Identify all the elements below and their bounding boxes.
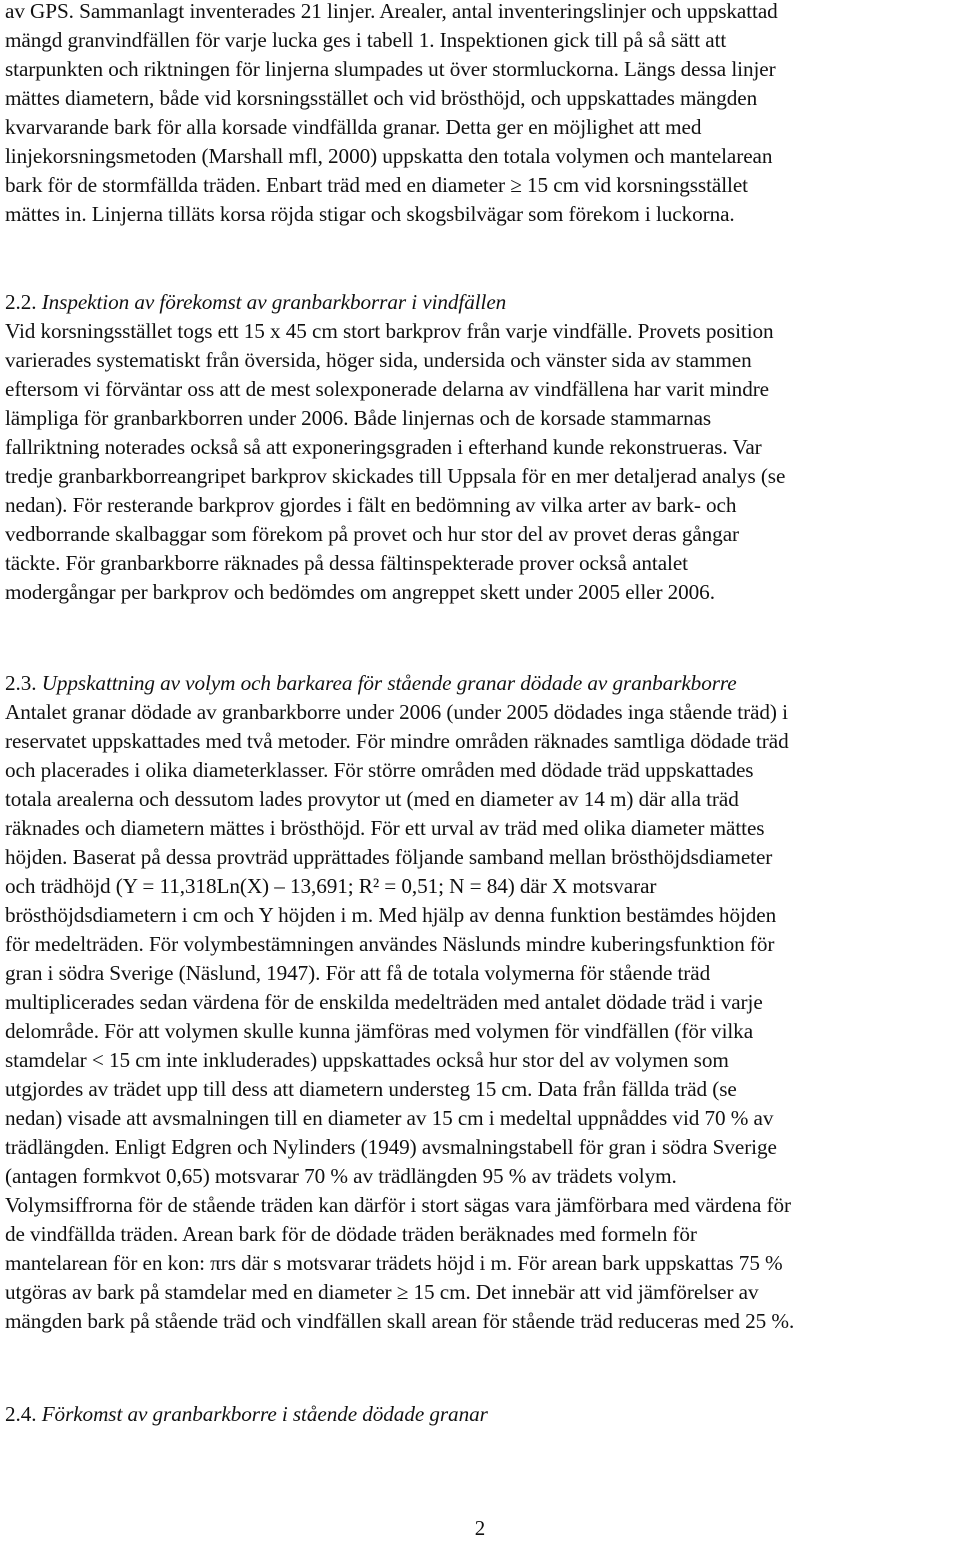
section-heading	[5, 288, 785, 317]
text-line: trädlängden. Enligt Edgren och Nylinders (1949) avsmalningstabell för gran i södra Sverige	[5, 1135, 777, 1159]
text-line: reservatet uppskattades med två metoder. För mindre områden räknades samtliga dödade träd	[5, 729, 789, 753]
text-line: Antalet granar dödade av granbarkborre under 2006 (under 2005 dödades inga stående träd) i	[5, 700, 788, 724]
text-line: och trädhöjd (Y = 11,318Ln(X) – 13,691; R² = 0,51; N = 84) där X motsvarar	[5, 874, 657, 898]
section-2-3	[5, 669, 794, 1336]
text-line: mängd granvindfällen för varje lucka ges i tabell 1. Inspektionen gick till på så sätt att	[5, 28, 727, 52]
text-line: räknades och diametern mättes i brösthöjd. För ett urval av träd med olika diameter mättes	[5, 816, 765, 840]
paragraph-intro	[5, 0, 778, 229]
text-line: och placerades i olika diameterklasser. För större områden med dödade träd uppskattades	[5, 758, 754, 782]
text-line: modergångar per barkprov och bedömdes om angreppet skett under 2005 eller 2006.	[5, 580, 715, 604]
text-line: av GPS. Sammanlagt inventerades 21 linjer. Arealer, antal inventeringslinjer och uppskattad	[5, 0, 778, 23]
text-line: gran i södra Sverige (Näslund, 1947). För att få de totala volymerna för stående träd	[5, 961, 711, 985]
section-heading	[5, 1400, 488, 1429]
text-line: mantelarean för en kon: πrs där s motsvarar trädets höjd i m. För arean bark uppskattas 75 %	[5, 1251, 783, 1275]
page-number: 2	[474, 1516, 486, 1540]
section-2-4	[5, 1400, 488, 1429]
text-line: mättes in. Linjerna tilläts korsa röjda stigar och skogsbilvägar som förekom i luckorna.	[5, 202, 735, 226]
text-line: fallriktning noterades också så att exponeringsgraden i efterhand kunde rekonstrueras. Var	[5, 435, 762, 459]
section-number: 2.2.	[5, 290, 42, 314]
text-line: tredje granbarkborreangripet barkprov skickades till Uppsala för en mer detaljerad analys (se	[5, 464, 786, 488]
text-line: de vindfällda träden. Arean bark för de dödade träden beräknades med formeln för	[5, 1222, 697, 1246]
text-line: starpunkten och riktningen för linjerna slumpades ut över stormluckorna. Längs dessa linjer	[5, 57, 776, 81]
text-line: linjekorsningsmetoden (Marshall mfl, 2000) uppskatta den totala volymen och mantelarean	[5, 144, 773, 168]
text-line: delområde. För att volymen skulle kunna jämföras med volymen för vindfällen (för vilka	[5, 1019, 754, 1043]
text-line: nedan). För resterande barkprov gjordes i fält en bedömning av vilka arter av bark- och	[5, 493, 737, 517]
section-title: Uppskattning av volym och barkarea för stående granar dödade av granbarkborre	[41, 671, 737, 695]
text-line: för medelträden. För volymbestämningen användes Näslunds mindre kuberingsfunktion för	[5, 932, 775, 956]
text-line: höjden. Baserat på dessa provträd upprättades följande samband mellan brösthöjdsdiameter	[5, 845, 773, 869]
text-line: eftersom vi förväntar oss att de mest solexponerade delarna av vindfällena har varit mindre	[5, 377, 770, 401]
text-line: nedan) visade att avsmalningen till en diameter av 15 cm i medeltal uppnåddes vid 70 % av	[5, 1106, 774, 1130]
text-line: stamdelar < 15 cm inte inkluderades) uppskattades också hur stor del av volymen som	[5, 1048, 729, 1072]
text-line: varierades systematiskt från översida, höger sida, undersida och vänster sida av stammen	[5, 348, 752, 372]
text-line: mängden bark på stående träd och vindfällen skall arean för stående träd reduceras med 25 %.	[5, 1309, 795, 1333]
text-line: Vid korsningsstället togs ett 15 x 45 cm stort barkprov från varje vindfälle. Provets position	[5, 319, 774, 343]
section-number: 2.3.	[5, 671, 42, 695]
text-line: multiplicerades sedan värdena för de enskilda medelträden med antalet dödade träd i varje	[5, 990, 763, 1014]
section-heading	[5, 669, 794, 698]
text-line: täckte. För granbarkborre räknades på dessa fältinspekterade prover också antalet	[5, 551, 688, 575]
section-title: Inspektion av förekomst av granbarkborrar i vindfällen	[41, 290, 507, 314]
text-line: Volymsiffrorna för de stående träden kan därför i stort sägas vara jämförbara med värdena för	[5, 1193, 791, 1217]
text-line: utgjordes av trädet upp till dess att diametern understeg 15 cm. Data från fällda träd (se	[5, 1077, 737, 1101]
text-line: mättes diametern, både vid korsningsstället och vid brösthöjd, och uppskattades mängden	[5, 86, 758, 110]
text-line: bark för de stormfällda träden. Enbart träd med en diameter ≥ 15 cm vid korsningsstället	[5, 173, 748, 197]
text-line: kvarvarande bark för alla korsade vindfällda granar. Detta ger en möjlighet att med	[5, 115, 702, 139]
section-number: 2.4.	[5, 1402, 42, 1426]
text-line: vedborrande skalbaggar som förekom på provet och hur stor del av provet deras gångar	[5, 522, 739, 546]
section-2-2	[5, 288, 785, 607]
text-line: lämpliga för granbarkborren under 2006. Både linjernas och de korsade stammarnas	[5, 406, 712, 430]
text-line: totala arealerna och dessutom lades provytor ut (med en diameter av 14 m) där alla träd	[5, 787, 739, 811]
section-title: Förkomst av granbarkborre i stående dödade granar	[41, 1402, 488, 1426]
text-line: (antagen formkvot 0,65) motsvarar 70 % av trädlängden 95 % av trädets volym.	[5, 1164, 677, 1188]
text-line: utgöras av bark på stamdelar med en diameter ≥ 15 cm. Det innebär att vid jämförelser av	[5, 1280, 759, 1304]
text-line: brösthöjdsdiametern i cm och Y höjden i m. Med hjälp av denna funktion bestämdes höjden	[5, 903, 777, 927]
